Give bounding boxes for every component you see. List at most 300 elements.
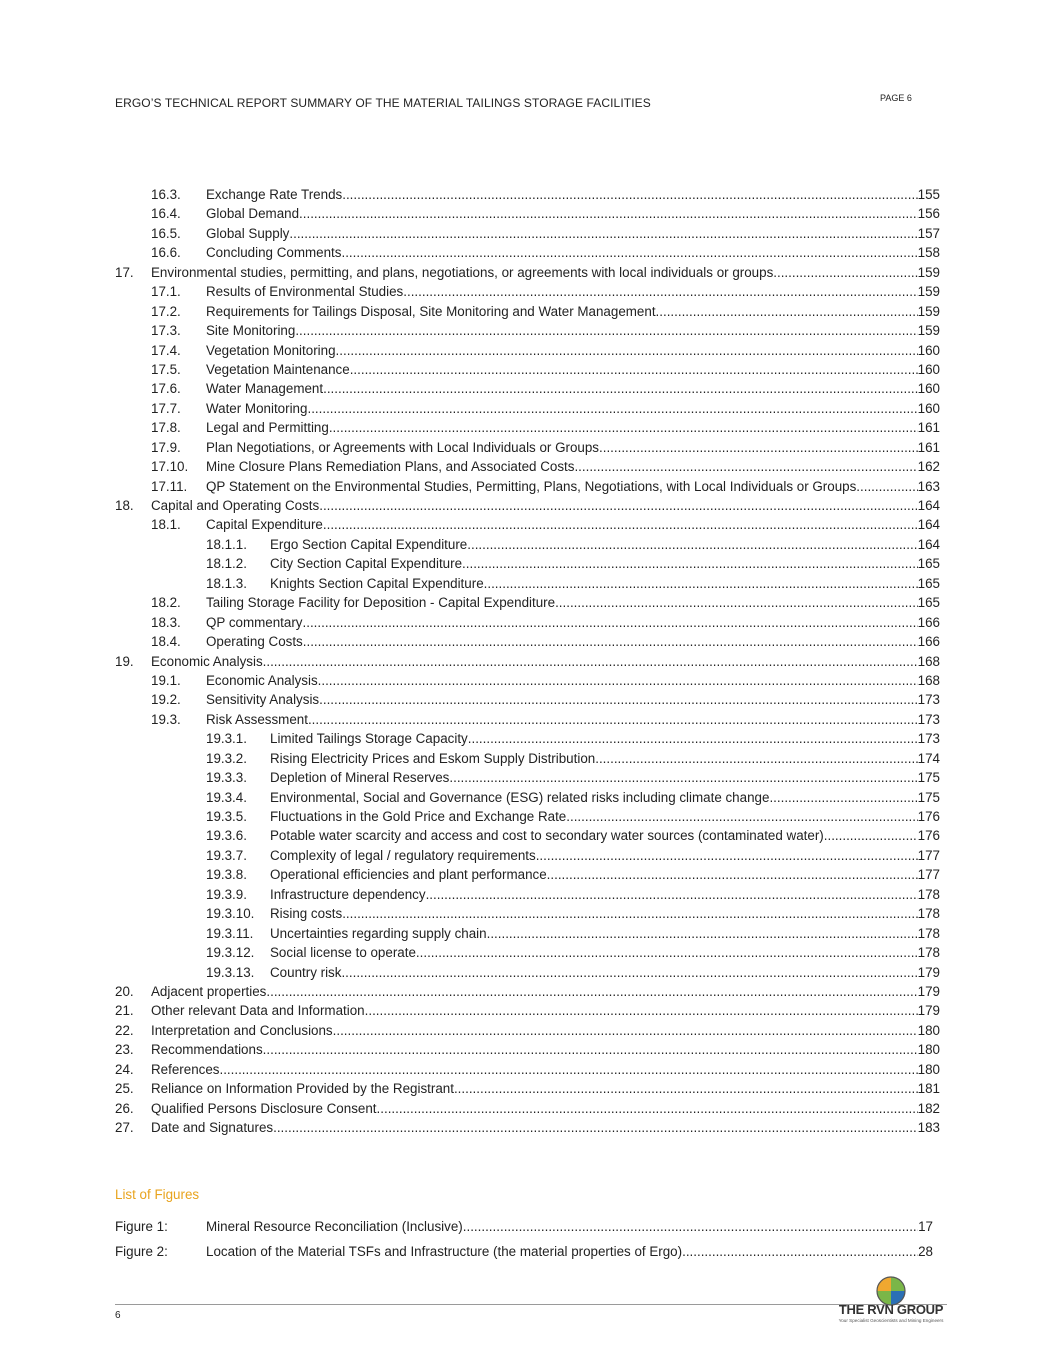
toc-entry-page: 165 (917, 556, 940, 572)
toc-entry-title: Risk Assessment (206, 710, 308, 729)
toc-entry[interactable] (115, 224, 940, 243)
toc-entry-line (270, 846, 940, 865)
dot-leader (263, 652, 918, 671)
toc-entry-title: Global Demand (206, 204, 299, 223)
dot-leader (342, 904, 917, 923)
toc-entry-title: Concluding Comments (206, 243, 341, 262)
toc-entry-line (206, 302, 940, 321)
toc-entry-number: 17.3. (151, 323, 181, 339)
toc-entry-number: 16.6. (151, 245, 181, 261)
toc-entry-line (151, 1099, 940, 1118)
toc-entry[interactable] (115, 574, 940, 593)
figure-page: 17 (918, 1219, 933, 1234)
toc-entry-line (151, 652, 940, 671)
dot-leader (323, 515, 918, 534)
toc-entry[interactable] (115, 904, 940, 923)
toc-entry[interactable] (115, 477, 940, 496)
toc-entry-number: 21. (115, 1003, 134, 1019)
toc-entry[interactable] (115, 613, 940, 632)
toc-entry-number: 18.2. (151, 595, 181, 611)
toc-entry-line (270, 885, 940, 904)
toc-entry-title: Recommendations (151, 1040, 263, 1059)
toc-entry-number: 17.1. (151, 284, 181, 300)
toc-entry[interactable] (115, 826, 940, 845)
toc-entry-line (270, 554, 940, 573)
toc-entry-number: 22. (115, 1022, 134, 1038)
dot-leader (769, 788, 917, 807)
toc-entry-number: 19.3.5. (206, 809, 247, 824)
toc-entry-page: 166 (917, 634, 940, 650)
toc-entry[interactable] (115, 1021, 940, 1040)
toc-entry-title: Vegetation Monitoring (206, 341, 336, 360)
toc-entry-page: 159 (917, 284, 940, 300)
toc-entry-line (270, 729, 940, 748)
toc-entry-number: 18.1.3. (206, 575, 247, 591)
toc-entry[interactable] (115, 535, 940, 554)
dot-leader (403, 282, 917, 301)
toc-entry-line (206, 593, 940, 612)
toc-entry-title: Depletion of Mineral Reserves (270, 768, 449, 787)
toc-entry-line (270, 963, 940, 982)
toc-entry-number: 19.3. (151, 711, 181, 727)
toc-entry-line (206, 515, 940, 534)
dot-leader (377, 1099, 918, 1118)
toc-entry[interactable] (115, 418, 940, 437)
toc-entry-title: Exchange Rate Trends (206, 185, 342, 204)
toc-entry-page: 164 (917, 536, 940, 552)
toc-entry-number: 19.1. (151, 672, 181, 688)
toc-entry-title: Ergo Section Capital Expenditure (270, 535, 467, 554)
toc-entry-number: 19. (115, 653, 134, 669)
toc-entry-number: 19.3.10. (206, 906, 255, 922)
toc-entry-number: 19.3.6. (206, 828, 247, 844)
toc-entry-title: Global Supply (206, 224, 289, 243)
toc-entry-page: 181 (917, 1081, 940, 1097)
toc-entry-line (206, 204, 940, 223)
toc-entry-title: Social license to operate (270, 943, 416, 962)
dot-leader (462, 554, 918, 573)
toc-entry-page: 160 (917, 361, 940, 377)
logo-tagline: Your Specialist Geoscientists and Mining Engineers (838, 1318, 944, 1323)
toc-entry-line (206, 321, 940, 340)
toc-entry-page: 177 (917, 847, 940, 863)
toc-entry[interactable] (115, 593, 940, 612)
toc-entry-number: 19.3.9. (206, 886, 247, 902)
toc-entry-line (151, 1060, 940, 1079)
toc-entry-line (151, 496, 940, 515)
footer-page-number: 6 (115, 1310, 121, 1321)
toc-entry-number: 17.8. (151, 420, 181, 436)
toc-entry[interactable] (115, 788, 940, 807)
toc-entry-title: Economic Analysis (151, 652, 263, 671)
toc-entry-line (270, 865, 940, 884)
dot-leader (303, 613, 918, 632)
toc-entry-title: References (151, 1060, 219, 1079)
toc-entry-number: 25. (115, 1081, 134, 1097)
toc-entry-title: Results of Environmental Studies (206, 282, 403, 301)
toc-entry-number: 17.11. (151, 478, 188, 494)
dot-leader (266, 982, 917, 1001)
toc-entry-page: 164 (917, 517, 940, 533)
toc-entry-page: 175 (917, 770, 940, 786)
toc-entry-title: Mine Closure Plans Remediation Plans, and Associated Costs (206, 457, 574, 476)
toc-entry-line (206, 341, 940, 360)
dot-leader (329, 418, 918, 437)
dot-leader (307, 399, 917, 418)
toc-entry[interactable] (115, 204, 940, 223)
toc-entry[interactable] (115, 924, 940, 943)
toc-entry-line (151, 1021, 940, 1040)
toc-entry-title: Rising Electricity Prices and Eskom Supply Distribution (270, 749, 595, 768)
figure-number: Figure 1: (115, 1219, 168, 1234)
dot-leader (574, 457, 917, 476)
figure-entry-line (206, 1217, 933, 1236)
toc-entry-title: QP Statement on the Environmental Studies, Permitting, Plans, Negotiations, with Local Individuals or Groups (206, 477, 856, 496)
toc-entry-line (151, 1079, 940, 1098)
dot-leader (219, 1060, 917, 1079)
dot-leader (342, 185, 917, 204)
dot-leader (319, 496, 917, 515)
dot-leader (336, 341, 918, 360)
toc-entry-title: Complexity of legal / regulatory requirements (270, 846, 536, 865)
toc-entry-number: 16.4. (151, 206, 181, 222)
toc-entry-line (270, 749, 940, 768)
toc-entry-page: 173 (917, 692, 940, 708)
toc-entry-number: 19.3.1. (206, 731, 247, 747)
toc-entry-number: 16.5. (151, 225, 181, 241)
toc-entry[interactable] (115, 671, 940, 690)
dot-leader (319, 690, 918, 709)
toc-entry[interactable] (115, 652, 940, 671)
toc-entry-page: 179 (917, 983, 940, 999)
toc-entry-number: 18.4. (151, 634, 181, 650)
toc-entry-title: Uncertainties regarding supply chain (270, 924, 487, 943)
toc-entry-number: 18.1. (151, 517, 181, 533)
toc-entry-page: 155 (917, 187, 940, 202)
toc-entry-line (270, 535, 940, 554)
dot-leader (341, 243, 917, 262)
toc-entry-number: 16.3. (151, 187, 181, 202)
toc-entry-number: 17.9. (151, 439, 181, 455)
toc-entry-line (206, 282, 940, 301)
toc-entry-number: 17. (115, 264, 134, 280)
toc-entry[interactable] (115, 865, 940, 884)
toc-entry-title: Fluctuations in the Gold Price and Exchange Rate (270, 807, 566, 826)
toc-entry-number: 17.4. (151, 342, 181, 358)
toc-entry-title: Vegetation Maintenance (206, 360, 350, 379)
dot-leader (555, 593, 918, 612)
toc-entry[interactable] (115, 515, 940, 534)
figure-title: Location of the Material TSFs and Infrastructure (the material properties of Ergo) (206, 1243, 683, 1259)
toc-entry-page: 166 (917, 614, 940, 630)
toc-entry[interactable] (115, 360, 940, 379)
toc-entry[interactable] (115, 438, 940, 457)
toc-entry[interactable] (115, 263, 940, 282)
toc-entry-title: Capital Expenditure (206, 515, 323, 534)
toc-entry-page: 157 (917, 225, 940, 241)
dot-leader (308, 710, 918, 729)
toc-entry-title: Site Monitoring (206, 321, 295, 340)
toc-entry[interactable] (115, 1099, 940, 1118)
toc-entry[interactable] (115, 341, 940, 360)
toc-entry-line (151, 1118, 940, 1137)
toc-entry-number: 19.2. (151, 692, 181, 708)
figure-entry[interactable] (115, 1217, 933, 1242)
figure-number: Figure 2: (115, 1243, 168, 1259)
report-title-header: ERGO’S TECHNICAL REPORT SUMMARY OF THE MATERIAL TAILINGS STORAGE FACILITIES (115, 96, 651, 110)
toc-entry[interactable] (115, 243, 940, 262)
toc-entry-page: 179 (917, 964, 940, 980)
toc-entry-title: Qualified Persons Disclosure Consent (151, 1099, 377, 1118)
toc-entry-page: 156 (917, 206, 940, 222)
toc-entry-page: 183 (917, 1120, 940, 1135)
dot-leader (289, 224, 917, 243)
toc-entry-page: 165 (917, 595, 940, 611)
toc-entry[interactable] (115, 457, 940, 476)
toc-entry-page: 177 (917, 867, 940, 883)
toc-entry-page: 180 (917, 1022, 940, 1038)
toc-entry-page: 162 (917, 459, 940, 475)
toc-entry-page: 180 (917, 1061, 940, 1077)
dot-leader (365, 1001, 918, 1020)
toc-entry-line (206, 457, 940, 476)
dot-leader (487, 924, 918, 943)
toc-entry-line (206, 477, 940, 496)
toc-entry-page: 176 (917, 828, 940, 844)
toc-entry-page: 178 (917, 945, 940, 961)
toc-entry-line (206, 613, 940, 632)
toc-entry[interactable] (115, 496, 940, 515)
toc-entry-number: 17.5. (151, 361, 181, 377)
list-of-figures (115, 1217, 933, 1266)
dot-leader (295, 321, 917, 340)
toc-entry[interactable] (115, 807, 940, 826)
dot-leader (536, 846, 918, 865)
dot-leader (449, 768, 917, 787)
toc-entry[interactable] (115, 185, 940, 204)
page-label: PAGE 6 (880, 93, 912, 103)
toc-entry[interactable] (115, 690, 940, 709)
toc-entry-number: 27. (115, 1120, 134, 1135)
toc-entry-number: 17.7. (151, 400, 181, 416)
toc-entry-number: 18.3. (151, 614, 181, 630)
toc-entry-line (151, 263, 940, 282)
toc-entry-number: 17.2. (151, 303, 181, 319)
toc-entry-number: 17.10. (151, 459, 189, 475)
toc-entry-line (206, 224, 940, 243)
toc-entry-page: 168 (917, 653, 940, 669)
dot-leader (263, 1040, 918, 1059)
dot-leader (467, 535, 917, 554)
toc-entry-line (151, 1001, 940, 1020)
toc-entry-title: Legal and Permitting (206, 418, 329, 437)
toc-entry-number: 19.3.11. (206, 925, 254, 941)
dot-leader (824, 826, 918, 845)
toc-entry-line (270, 788, 940, 807)
toc-entry-title: Water Monitoring (206, 399, 307, 418)
toc-entry-line (206, 690, 940, 709)
toc-entry-line (270, 943, 940, 962)
dot-leader (333, 1021, 918, 1040)
toc-entry-title: Water Management (206, 379, 323, 398)
dot-leader (318, 671, 918, 690)
toc-entry[interactable] (115, 768, 940, 787)
toc-entry[interactable] (115, 1001, 940, 1020)
toc-entry-page: 164 (917, 498, 940, 513)
toc-entry-title: Sensitivity Analysis (206, 690, 319, 709)
toc-entry[interactable] (115, 963, 940, 982)
toc-entry-title: Rising costs (270, 904, 342, 923)
figure-page: 28 (918, 1243, 933, 1259)
toc-entry-line (206, 710, 940, 729)
footer-divider (115, 1304, 947, 1305)
toc-entry-line (151, 1040, 940, 1059)
toc-entry-title: Economic Analysis (206, 671, 318, 690)
toc-entry-page: 176 (917, 809, 940, 824)
dot-leader (341, 963, 917, 982)
toc-entry-line (206, 360, 940, 379)
toc-entry-number: 18. (115, 498, 134, 513)
toc-entry[interactable] (115, 302, 940, 321)
toc-entry-page: 182 (917, 1100, 940, 1116)
toc-entry[interactable] (115, 282, 940, 301)
toc-entry[interactable] (115, 982, 940, 1001)
toc-entry-title: QP commentary (206, 613, 303, 632)
toc-entry-number: 18.1.1. (206, 536, 247, 552)
toc-entry[interactable] (115, 1118, 940, 1137)
toc-entry-page: 161 (917, 439, 940, 455)
toc-entry-number: 19.3.2. (206, 750, 247, 766)
toc-entry-title: Requirements for Tailings Disposal, Site Monitoring and Water Management (206, 302, 656, 321)
toc-entry-page: 175 (917, 789, 940, 805)
toc-entry-page: 174 (917, 750, 940, 766)
toc-entry-title: City Section Capital Expenditure (270, 554, 462, 573)
toc-entry-title: Infrastructure dependency (270, 885, 426, 904)
toc-entry-page: 159 (917, 303, 940, 319)
toc-entry-line (270, 826, 940, 845)
toc-entry-page: 163 (917, 478, 940, 494)
toc-entry-number: 19.3.12. (206, 945, 255, 961)
dot-leader (595, 749, 917, 768)
dot-leader (484, 574, 918, 593)
toc-entry-page: 178 (917, 925, 940, 941)
list-of-figures-heading: List of Figures (115, 1187, 200, 1202)
toc-entry-number: 19.3.4. (206, 789, 247, 805)
toc-entry-number: 19.3.7. (206, 847, 247, 863)
dot-leader (303, 632, 918, 651)
dot-leader (547, 865, 918, 884)
dot-leader (856, 477, 917, 496)
toc-entry-page: 160 (917, 400, 940, 416)
dot-leader (566, 807, 917, 826)
toc-entry-number: 19.3.13. (206, 964, 255, 980)
toc-entry[interactable] (115, 632, 940, 651)
toc-entry-title: Potable water scarcity and access and cost to secondary water sources (contaminated water) (270, 826, 824, 845)
toc-entry[interactable] (115, 1079, 940, 1098)
toc-entry-line (270, 574, 940, 593)
toc-entry-title: Knights Section Capital Expenditure (270, 574, 484, 593)
toc-entry-title: Environmental studies, permitting, and plans, negotiations, or agreements with local individuals or groups (151, 263, 773, 282)
toc-entry-page: 159 (917, 323, 940, 339)
toc-entry[interactable] (115, 943, 940, 962)
toc-entry-page: 180 (917, 1042, 940, 1058)
toc-entry[interactable] (115, 554, 940, 573)
toc-entry-line (206, 379, 940, 398)
toc-entry-number: 19.3.3. (206, 770, 247, 786)
figure-entry[interactable] (115, 1242, 933, 1267)
dot-leader (468, 729, 918, 748)
toc-entry[interactable] (115, 729, 940, 748)
toc-entry-page: 173 (917, 711, 940, 727)
toc-entry-line (270, 924, 940, 943)
toc-entry[interactable] (115, 885, 940, 904)
toc-entry-page: 178 (917, 886, 940, 902)
toc-entry-title: Adjacent properties (151, 982, 266, 1001)
toc-entry-page: 160 (917, 342, 940, 358)
figure-entry-line (206, 1242, 933, 1261)
toc-entry-page: 159 (917, 264, 940, 280)
toc-entry-number: 18.1.2. (206, 556, 247, 572)
dot-leader (416, 943, 918, 962)
toc-entry-page: 168 (917, 672, 940, 688)
toc-entry-title: Country risk (270, 963, 341, 982)
toc-entry[interactable] (115, 321, 940, 340)
toc-entry[interactable] (115, 399, 940, 418)
toc-entry-title: Reliance on Information Provided by the Registrant (151, 1079, 454, 1098)
table-of-contents (115, 185, 940, 1137)
toc-entry[interactable] (115, 379, 940, 398)
dot-leader (682, 1242, 918, 1261)
toc-entry[interactable] (115, 1060, 940, 1079)
toc-entry[interactable] (115, 749, 940, 768)
toc-entry-page: 161 (917, 420, 940, 436)
dot-leader (426, 885, 918, 904)
toc-entry-line (206, 632, 940, 651)
dot-leader (350, 360, 918, 379)
dot-leader (273, 1118, 918, 1137)
dot-leader (773, 263, 917, 282)
toc-entry-number: 20. (115, 983, 134, 999)
rvn-group-logo (830, 1276, 952, 1328)
toc-entry-number: 26. (115, 1100, 134, 1116)
toc-entry-page: 165 (917, 575, 940, 591)
toc-entry-line (270, 807, 940, 826)
toc-entry-title: Environmental, Social and Governance (ESG) related risks including climate change (270, 788, 769, 807)
toc-entry-line (206, 243, 940, 262)
toc-entry[interactable] (115, 710, 940, 729)
toc-entry-title: Other relevant Data and Information (151, 1001, 365, 1020)
toc-entry-line (206, 399, 940, 418)
dot-leader (323, 379, 918, 398)
toc-entry[interactable] (115, 1040, 940, 1059)
toc-entry-page: 178 (917, 906, 940, 922)
toc-entry-page: 160 (917, 381, 940, 397)
toc-entry-number: 19.3.8. (206, 867, 247, 883)
dot-leader (599, 438, 918, 457)
toc-entry-page: 179 (917, 1003, 940, 1019)
toc-entry-page: 173 (917, 731, 940, 747)
toc-entry-page: 158 (917, 245, 940, 261)
dot-leader (454, 1079, 918, 1098)
toc-entry-title: Operating Costs (206, 632, 303, 651)
toc-entry-title: Tailing Storage Facility for Deposition - Capital Expenditure (206, 593, 555, 612)
toc-entry-title: Interpretation and Conclusions (151, 1021, 333, 1040)
dot-leader (656, 302, 918, 321)
toc-entry-line (206, 671, 940, 690)
toc-entry-title: Plan Negotiations, or Agreements with Local Individuals or Groups (206, 438, 599, 457)
toc-entry-line (270, 904, 940, 923)
toc-entry[interactable] (115, 846, 940, 865)
